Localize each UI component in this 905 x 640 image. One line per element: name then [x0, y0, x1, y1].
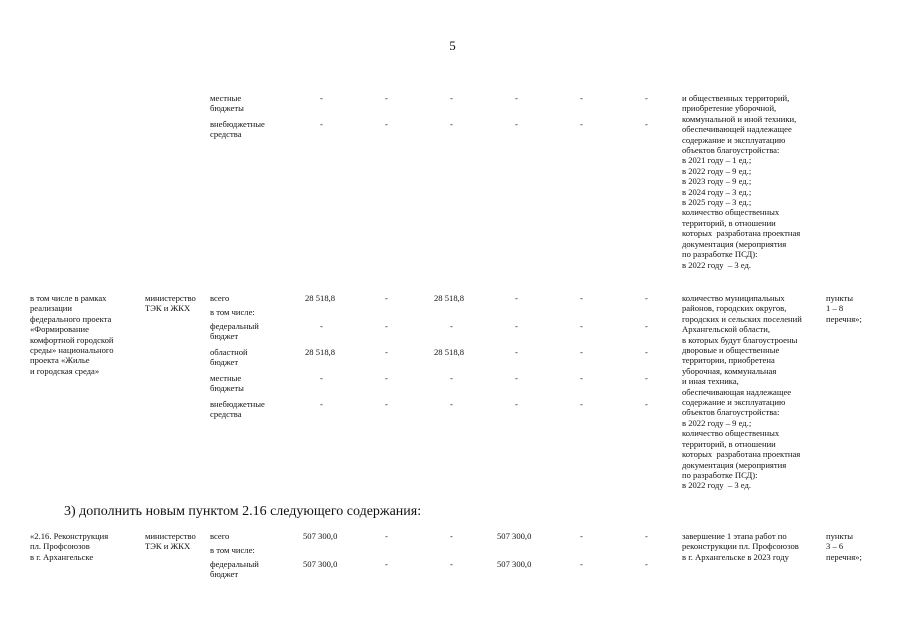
- value-cell: 28 518,8: [305, 293, 336, 303]
- value-cell: -: [515, 373, 518, 383]
- value-cell: -: [645, 321, 648, 331]
- value-cell: -: [385, 559, 388, 569]
- value-cell: -: [450, 373, 453, 383]
- source-label: в том числе:: [210, 307, 255, 317]
- value-cell: -: [515, 119, 518, 129]
- value-cell: -: [515, 293, 518, 303]
- measure-name: в том числе в рамках реализации федерального проекта «Формирование комфортной городской среды» национального проекта «Жилье и городская среда»: [30, 293, 114, 376]
- value-cell: -: [385, 93, 388, 103]
- value-cell: -: [580, 293, 583, 303]
- value-cell: -: [580, 321, 583, 331]
- value-cell: -: [450, 321, 453, 331]
- value-cell: -: [385, 321, 388, 331]
- measure-name: «2.16. Реконструкция пл. Профсоюзов в г. Архангельске: [30, 531, 109, 562]
- value-cell: -: [515, 347, 518, 357]
- source-label: местные бюджеты: [210, 93, 244, 114]
- value-cell: -: [450, 399, 453, 409]
- source-label: местные бюджеты: [210, 373, 244, 394]
- value-cell: -: [645, 347, 648, 357]
- value-cell: -: [580, 373, 583, 383]
- source-label: всего: [210, 531, 230, 541]
- value-cell: -: [320, 399, 323, 409]
- value-cell: -: [515, 321, 518, 331]
- source-label: внебюджетные средства: [210, 399, 265, 420]
- result-indicator: завершение 1 этапа работ по реконструкции пл. Профсоюзов в г. Архангельске в 2023 году: [682, 531, 799, 562]
- value-cell: -: [580, 531, 583, 541]
- result-indicator: количество муниципальных районов, городских округов, городских и сельских поселений Архангельской области, в которых будут благоустроены дворовые и общественные территории, приобретена уборочная, коммунальная и иная техника, обеспечивающая надлежащее содержание и эксплуатацию объектов благоустройства: в 2022 году – 9 ед.; количество общественных территорий, в отношении которых разработана проектная документация (мероприятия по разработке ПСД): в 2022 году – 3 ед.: [682, 293, 802, 491]
- value-cell: -: [645, 93, 648, 103]
- value-cell: -: [580, 119, 583, 129]
- source-label: федеральный бюджет: [210, 321, 259, 342]
- value-cell: -: [580, 399, 583, 409]
- value-cell: -: [450, 559, 453, 569]
- value-cell: -: [450, 531, 453, 541]
- value-cell: -: [645, 119, 648, 129]
- executor: министерство ТЭК и ЖКХ: [145, 293, 196, 314]
- value-cell: -: [320, 373, 323, 383]
- page-number: 5: [449, 38, 456, 53]
- value-cell: -: [385, 531, 388, 541]
- value-cell: -: [515, 399, 518, 409]
- value-cell: -: [320, 93, 323, 103]
- value-cell: -: [385, 399, 388, 409]
- source-label: федеральный бюджет: [210, 559, 259, 580]
- value-cell: 507 300,0: [303, 559, 338, 569]
- value-cell: 507 300,0: [497, 559, 532, 569]
- value-cell: -: [385, 119, 388, 129]
- source-label: всего: [210, 293, 230, 303]
- result-indicator: и общественных территорий, приобретение уборочной, коммунальной и иной техники, обеспечивающей надлежащее содержание и эксплуатацию объектов благоустройства: в 2021 году – 1 ед.; в 2022 году – 9 ед.; в 2023 году – 9 ед.; в 2024 году – 3 ед.; в 2025 году – 3 ед.; количество общественных территорий, в отношении которых разработана проектная документация (мероприятия по разработке ПСД): в 2022 году – 3 ед.: [682, 93, 801, 270]
- value-cell: -: [320, 119, 323, 129]
- value-cell: 28 518,8: [305, 347, 336, 357]
- source-label: областной бюджет: [210, 347, 248, 368]
- value-cell: -: [645, 293, 648, 303]
- executor: министерство ТЭК и ЖКХ: [145, 531, 196, 552]
- value-cell: -: [645, 531, 648, 541]
- value-cell: -: [580, 93, 583, 103]
- value-cell: 507 300,0: [303, 531, 338, 541]
- amendment-heading: 3) дополнить новым пунктом 2.16 следующего содержания:: [64, 504, 422, 519]
- value-cell: 28 518,8: [434, 293, 465, 303]
- value-cell: -: [450, 93, 453, 103]
- value-cell: -: [385, 347, 388, 357]
- value-cell: -: [580, 559, 583, 569]
- value-cell: -: [580, 347, 583, 357]
- value-cell: -: [320, 321, 323, 331]
- value-cell: -: [450, 119, 453, 129]
- list-reference: пункты 3 – 6 перечня»;: [826, 531, 862, 562]
- value-cell: -: [645, 373, 648, 383]
- source-label: внебюджетные средства: [210, 119, 265, 140]
- value-cell: -: [515, 93, 518, 103]
- value-cell: 28 518,8: [434, 347, 465, 357]
- value-cell: -: [645, 559, 648, 569]
- value-cell: 507 300,0: [497, 531, 532, 541]
- value-cell: -: [385, 293, 388, 303]
- list-reference: пункты 1 – 8 перечня»;: [826, 293, 862, 324]
- source-label: в том числе:: [210, 545, 255, 555]
- value-cell: -: [645, 399, 648, 409]
- value-cell: -: [385, 373, 388, 383]
